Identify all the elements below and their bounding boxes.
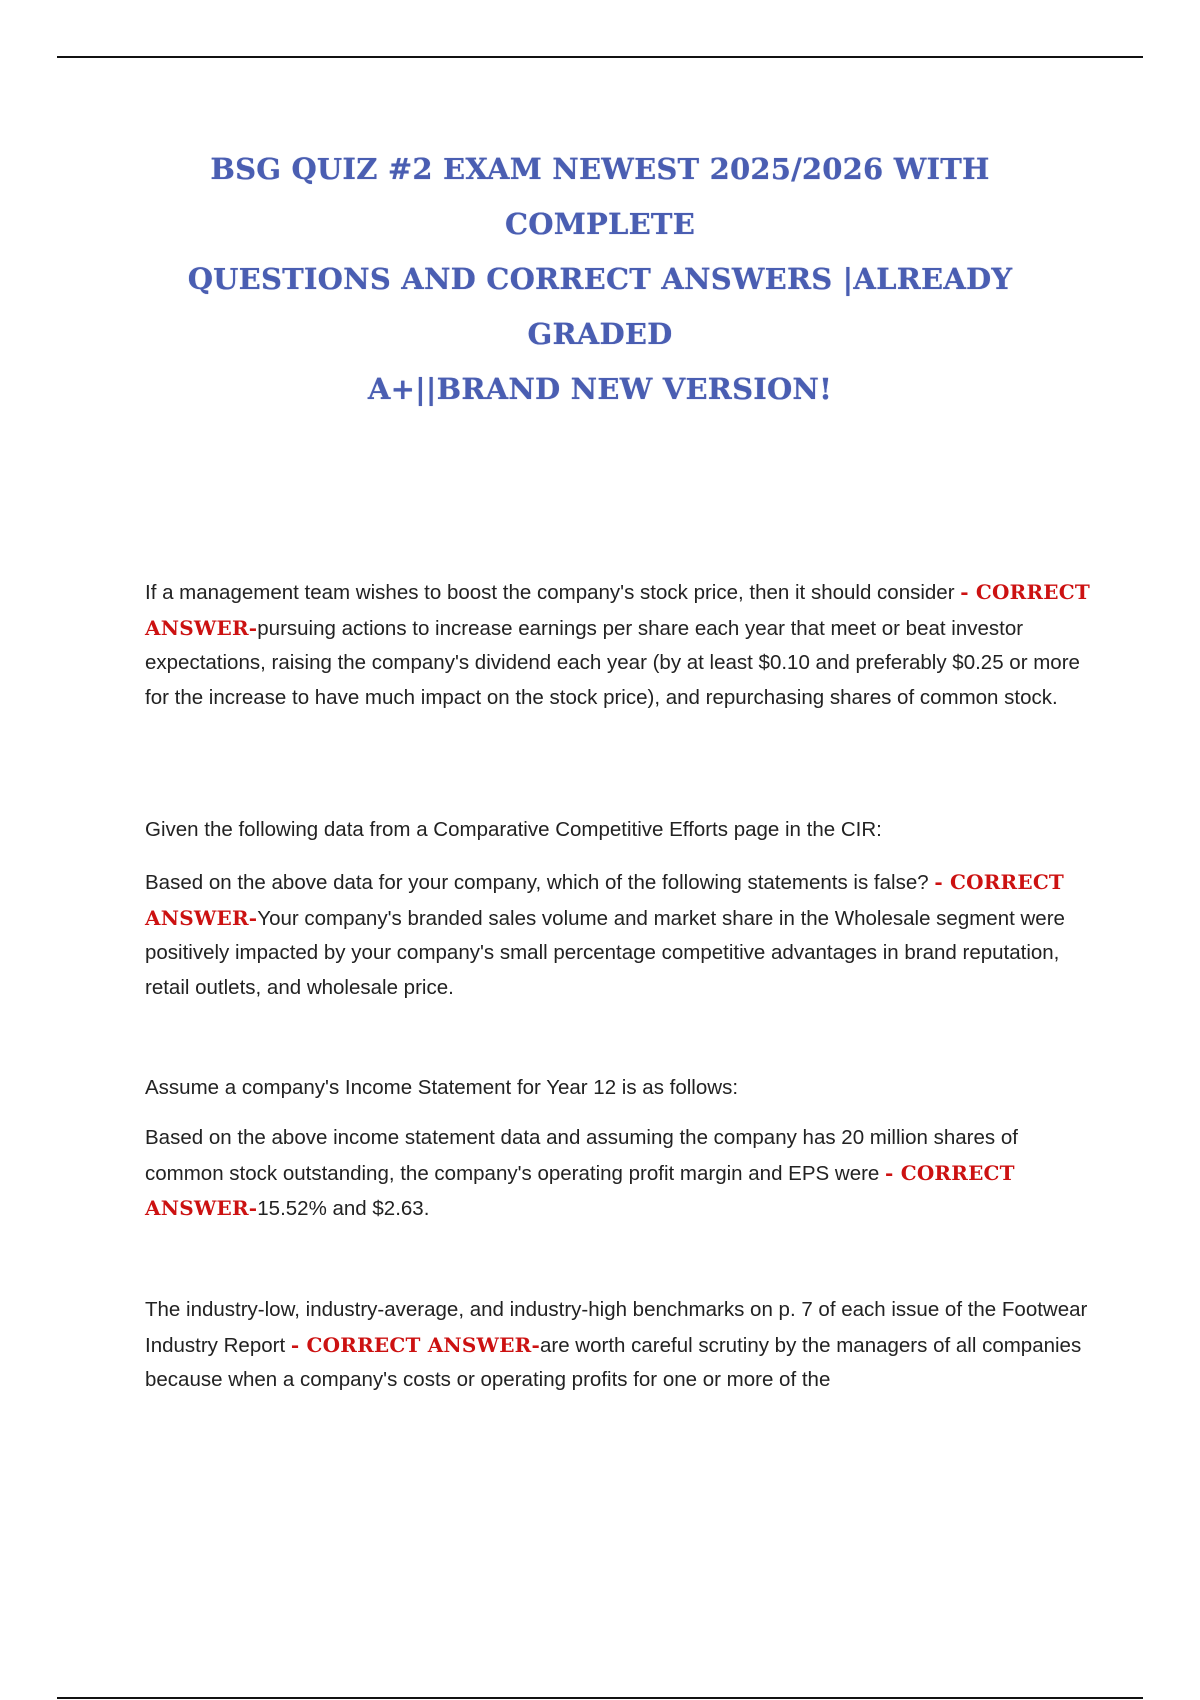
title-line-3: A+||BRAND NEW VERSION!: [367, 372, 833, 406]
correct-answer-marker: - CORRECT ANSWER-: [145, 580, 1090, 640]
question-text: The industry-low, industry-average, and industry-high benchmarks on p. 7 of each issue of the Footwear Industry Report: [145, 1298, 1088, 1357]
answer-text: Your company's branded sales volume and market share in the Wholesale segment were positively impacted by your company's small percentage competitive advantages in brand reputation, retail outlets, and wholesale price.: [145, 906, 1065, 999]
qa-item-1: [145, 575, 1095, 715]
footer-rule: [57, 1697, 1143, 1699]
qa-item-3-text: [145, 1121, 1095, 1227]
qa-item-2: [145, 865, 1095, 1005]
qa-item-1-text: [145, 575, 1095, 715]
title-line-2: QUESTIONS AND CORRECT ANSWERS |ALREADY GRADED: [187, 262, 1013, 351]
question-text: If a management team wishes to boost the company's stock price, then it should consider: [145, 581, 955, 604]
correct-answer-marker: - CORRECT ANSWER-: [145, 870, 1065, 930]
title-line-1: BSG QUIZ #2 EXAM NEWEST 2025/2026 WITH COMPLETE: [210, 152, 990, 241]
question-text: Based on the above data for your company, which of the following statements is false?: [145, 871, 929, 894]
qa-item-2-text: [145, 865, 1095, 1005]
correct-answer-marker: - CORRECT ANSWER-: [290, 1332, 540, 1357]
question-text: Based on the above income statement data and assuming the company has 20 million shares of common stock outstanding, the company's operating profit margin and EPS were: [145, 1126, 1018, 1185]
header-rule: [57, 56, 1143, 58]
answer-text: 15.52% and $2.63.: [257, 1197, 430, 1220]
qa-item-3-lead: [145, 1071, 1095, 1106]
lead-text: Assume a company's Income Statement for Year 12 is as follows:: [145, 1076, 739, 1099]
answer-text: are worth careful scrutiny by the managers of all companies because when a company's costs or operating profits for one or more of the: [145, 1333, 1082, 1391]
answer-text: pursuing actions to increase earnings per share each year that meet or beat investor expectations, raising the company's dividend each year (by at least $0.10 and preferably $0.25 or more for the increase to have much impact on the stock price), and repurchasing shares of common stock.: [145, 616, 1080, 709]
qa-item-4-text: [145, 1293, 1095, 1398]
document-title: [160, 142, 1040, 417]
qa-item-4: [145, 1293, 1095, 1398]
qa-item-2-lead: [145, 813, 1095, 848]
qa-item-3: [145, 1121, 1095, 1227]
lead-text: Given the following data from a Comparative Competitive Efforts page in the CIR:: [145, 818, 882, 841]
correct-answer-marker: - CORRECT ANSWER-: [145, 1160, 1015, 1220]
